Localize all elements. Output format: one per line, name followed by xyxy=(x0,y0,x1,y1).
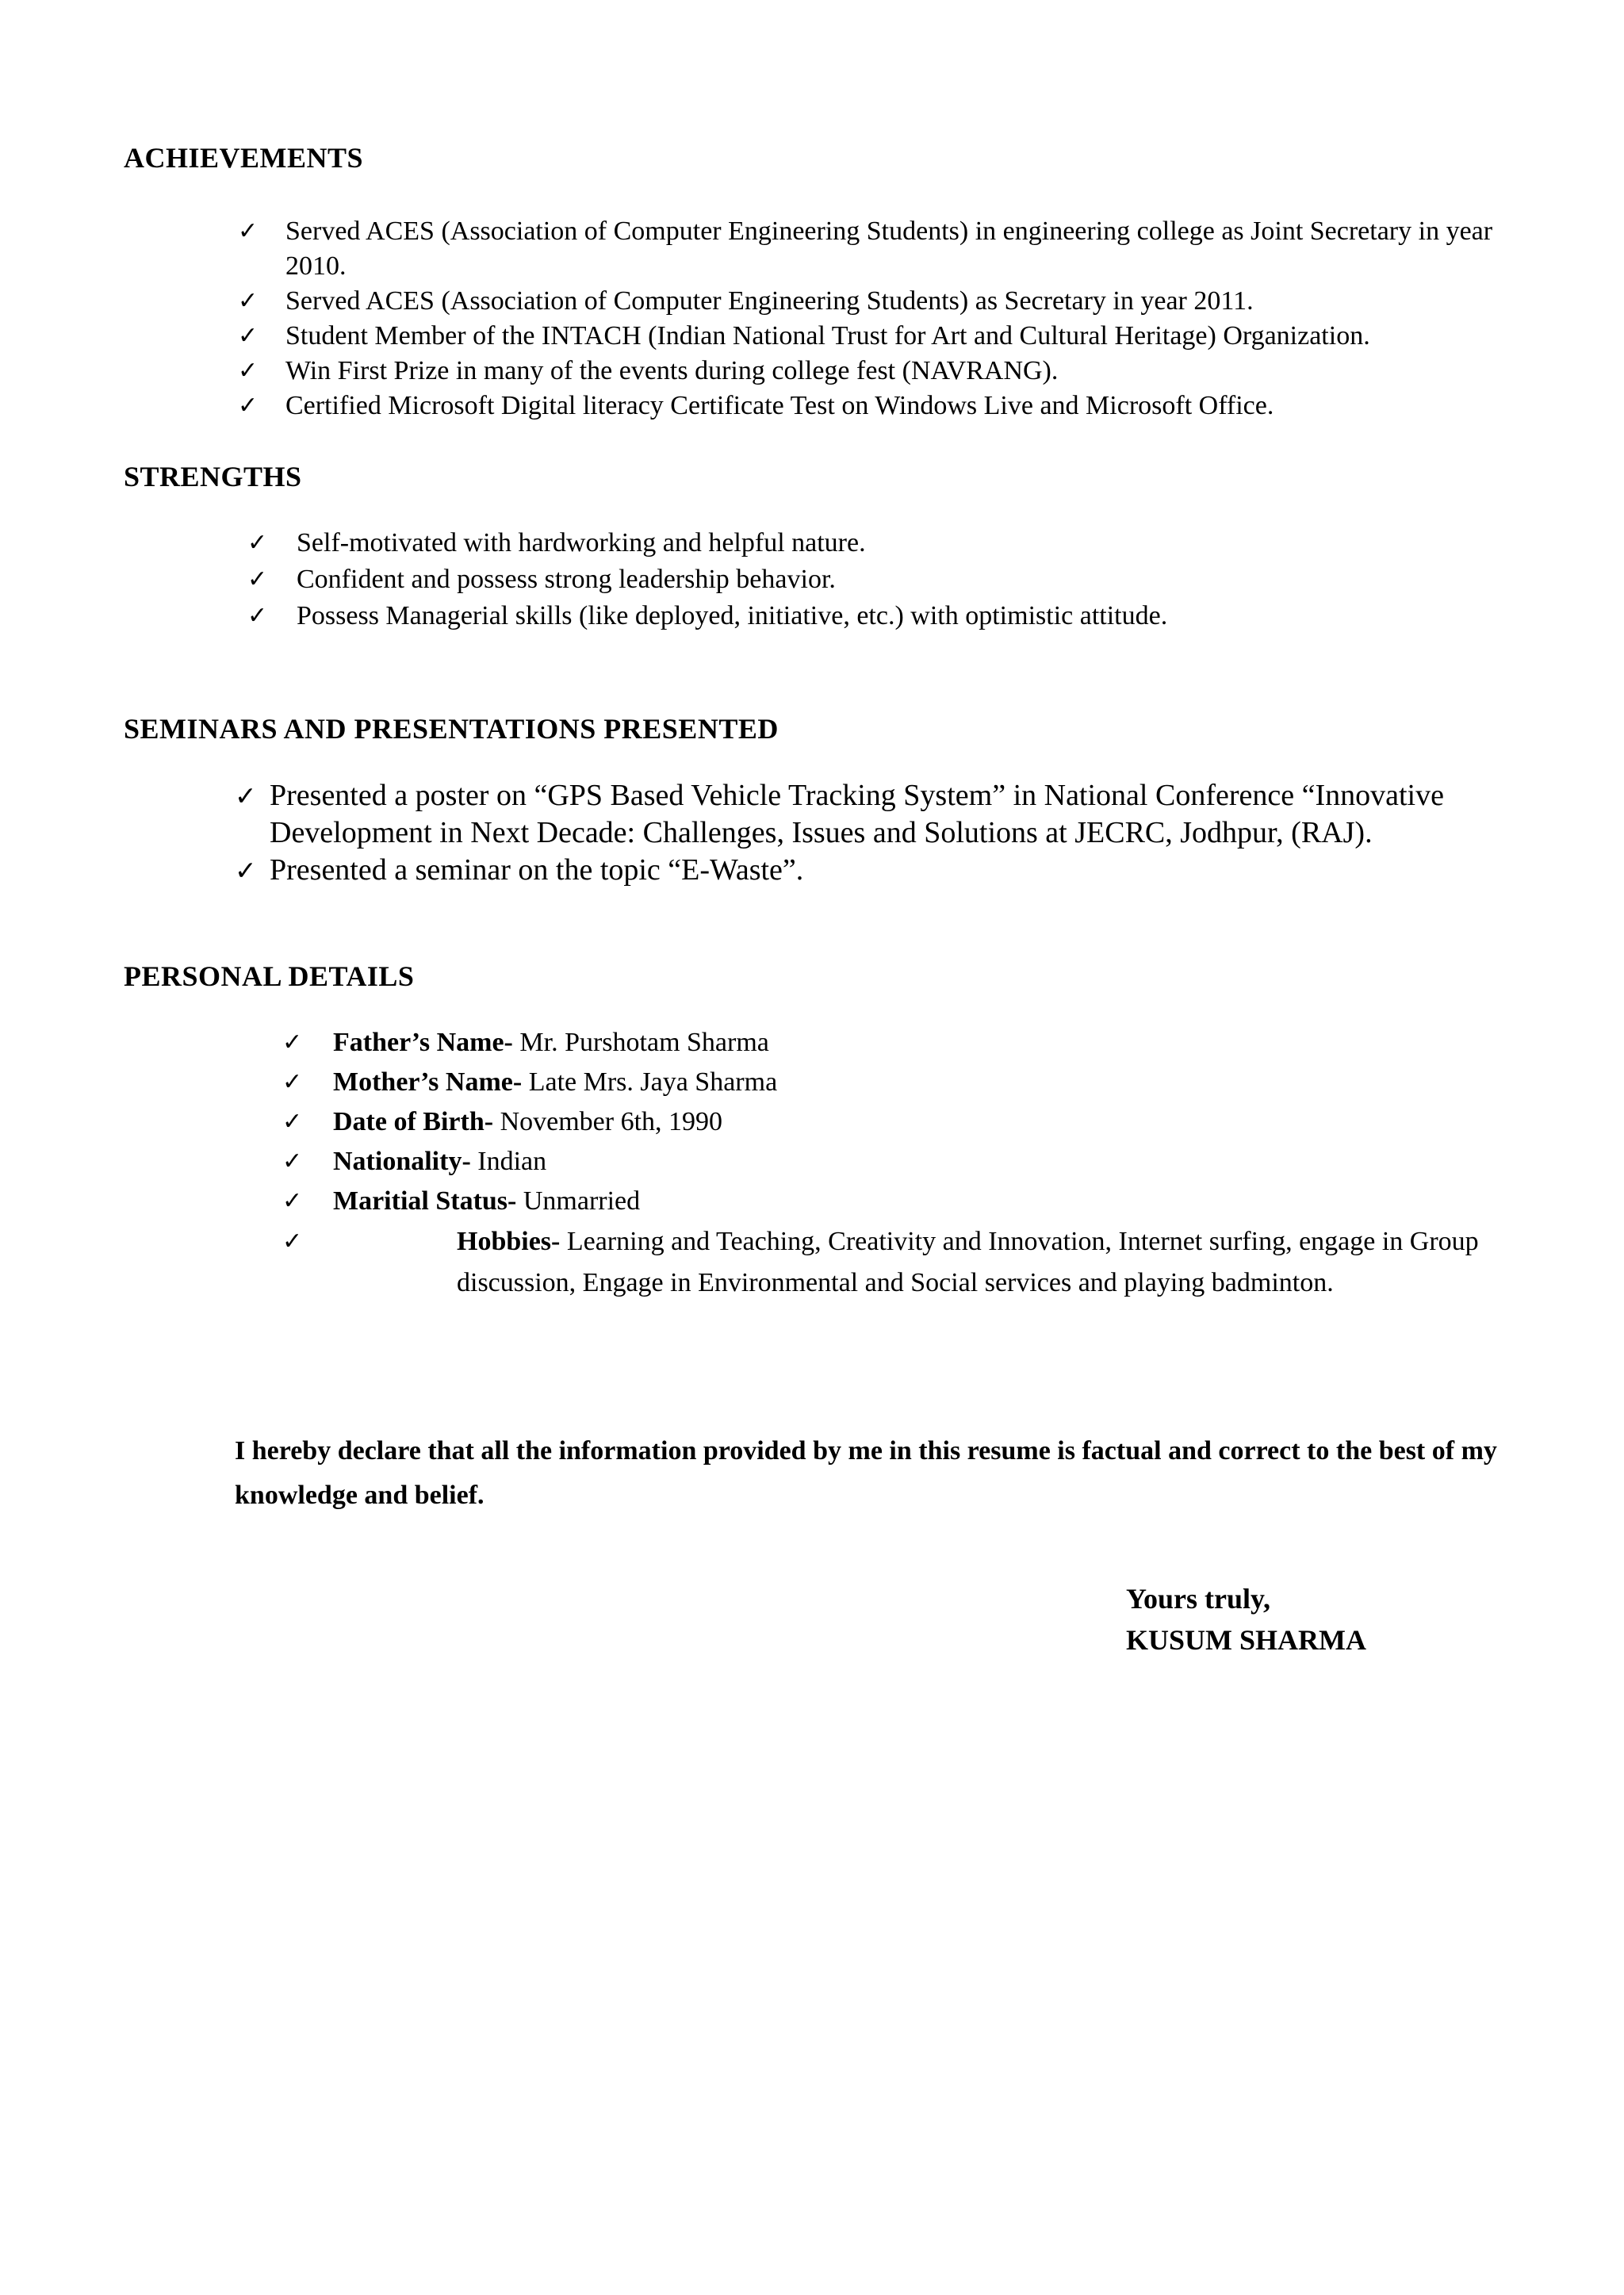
achievement-text: Served ACES (Association of Computer Engineering Students) in engineering college as Joint Secretary in year 2010. xyxy=(285,216,1493,281)
signoff-block xyxy=(1126,1578,1366,1661)
list-item xyxy=(235,777,1488,852)
check-mark-icon: ✓ xyxy=(238,322,259,350)
check-mark-icon: ✓ xyxy=(238,357,259,385)
list-item xyxy=(282,1023,1614,1063)
strength-text: Self-motivated with hardworking and helpful nature. xyxy=(297,528,866,557)
detail-label: Nationality- xyxy=(333,1147,471,1176)
check-mark-icon: ✓ xyxy=(282,1068,303,1096)
achievement-text: Win First Prize in many of the events during college fest (NAVRANG). xyxy=(285,356,1059,385)
detail-value: Indian xyxy=(470,1147,547,1176)
detail-label: Mother’s Name- xyxy=(333,1067,523,1097)
seminar-text: Presented a seminar on the topic “E-Waste”. xyxy=(270,853,804,887)
check-mark-icon: ✓ xyxy=(282,1148,303,1175)
achievement-text: Served ACES (Association of Computer Engineering Students) as Secretary in year 2011. xyxy=(285,286,1254,316)
seminars-heading: SEMINARS AND PRESENTATIONS PRESENTED xyxy=(124,713,779,745)
achievements-heading: ACHIEVEMENTS xyxy=(124,142,364,174)
achievement-text: Student Member of the INTACH (Indian National Trust for Art and Cultural Heritage) Organization. xyxy=(285,321,1370,351)
list-item xyxy=(247,525,1595,561)
detail-label: Date of Birth- xyxy=(333,1107,494,1136)
check-mark-icon: ✓ xyxy=(235,780,257,811)
detail-label: Maritial Status- xyxy=(333,1186,517,1216)
detail-value: November 6th, 1990 xyxy=(493,1107,723,1136)
list-item xyxy=(238,284,1586,319)
list-item xyxy=(282,1063,1614,1102)
signoff-name: KUSUM SHARMA xyxy=(1126,1624,1366,1656)
strength-text: Possess Managerial skills (like deployed, initiative, etc.) with optimistic attitude. xyxy=(297,601,1168,630)
detail-value: Mr. Purshotam Sharma xyxy=(512,1028,769,1057)
check-mark-icon: ✓ xyxy=(238,392,259,420)
list-item xyxy=(238,214,1515,284)
list-item xyxy=(282,1182,1614,1221)
list-item xyxy=(282,1102,1614,1142)
detail-label: Hobbies- xyxy=(457,1227,561,1256)
check-mark-icon: ✓ xyxy=(247,565,268,593)
achievements-list xyxy=(238,214,1586,423)
list-item xyxy=(235,852,1488,889)
check-mark-icon: ✓ xyxy=(282,1029,303,1056)
personal-details-heading: PERSONAL DETAILS xyxy=(124,960,415,992)
check-mark-icon: ✓ xyxy=(238,217,259,245)
check-mark-icon: ✓ xyxy=(238,287,259,315)
check-mark-icon: ✓ xyxy=(282,1228,303,1255)
strength-text: Confident and possess strong leadership behavior. xyxy=(297,565,836,594)
list-item xyxy=(282,1142,1614,1182)
detail-value: Late Mrs. Jaya Sharma xyxy=(522,1067,778,1097)
declaration-text: I hereby declare that all the information provided by me in this resume is factual and correct to the best of my knowledge and belief. xyxy=(235,1436,1497,1510)
detail-value: Unmarried xyxy=(516,1186,641,1216)
check-mark-icon: ✓ xyxy=(247,529,268,557)
list-item xyxy=(238,354,1586,389)
signoff-closing: Yours truly, xyxy=(1126,1583,1271,1615)
detail-value: Learning and Teaching, Creativity and Innovation, Internet surfing, engage in Group discussion, Engage in Environmental and Social services and playing badminton. xyxy=(457,1227,1479,1297)
check-mark-icon: ✓ xyxy=(247,602,268,630)
achievement-text: Certified Microsoft Digital literacy Certificate Test on Windows Live and Microsoft Office. xyxy=(285,391,1274,420)
list-item xyxy=(247,561,1595,598)
personal-details-list xyxy=(282,1023,1614,1304)
detail-label: Father’s Name- xyxy=(333,1028,513,1057)
list-item xyxy=(247,598,1595,634)
list-item xyxy=(238,319,1586,354)
list-item xyxy=(238,389,1586,423)
list-item xyxy=(282,1221,1567,1304)
strengths-list xyxy=(247,525,1595,634)
seminars-list xyxy=(235,777,1488,889)
check-mark-icon: ✓ xyxy=(282,1187,303,1215)
seminar-text: Presented a poster on “GPS Based Vehicle Tracking System” in National Conference “Innovative Development in Next Decade: Challenges, Issues and Solutions at JECRC, Jodhpur, (RAJ). xyxy=(270,779,1444,849)
check-mark-icon: ✓ xyxy=(282,1108,303,1136)
check-mark-icon: ✓ xyxy=(235,855,257,886)
strengths-heading: STRENGTHS xyxy=(124,461,302,492)
